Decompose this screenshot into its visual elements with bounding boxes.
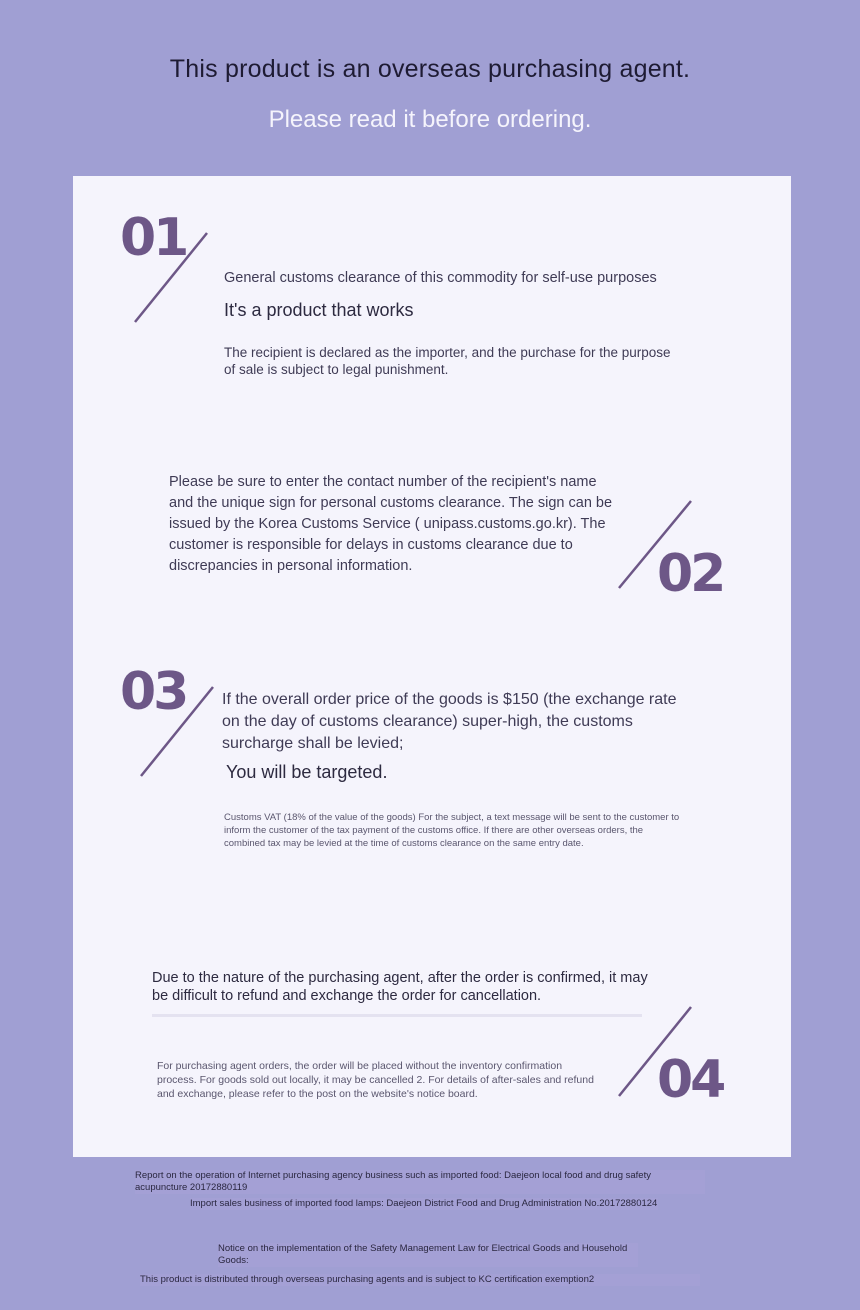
section-divider-slash xyxy=(137,684,217,780)
section-03-heading: If the overall order price of the goods is $150 (the exchange rate on the day of customs clearance) super-high, the customs surcharge shall be levied; xyxy=(222,691,677,752)
header-title: This product is an overseas purchasing agent. xyxy=(169,55,691,83)
section-01-body: The recipient is declared as the importer, and the purchase for the purpose of sale is subject to legal punishment. xyxy=(224,345,671,377)
footer-notice-safety-law: Notice on the implementation of the Safety Management Law for Electrical Goods and Household Goods: xyxy=(218,1243,638,1267)
section-03-body: Customs VAT (18% of the value of the goods) For the subject, a text message will be sent to the customer to inform the customer of the tax payment of the customs office. If there are other overseas orders, the combined tax may be levied at the time of customs clearance on the same entry date. xyxy=(224,812,680,849)
section-03-subheading: You will be targeted. xyxy=(226,762,388,782)
section-02-body: Please be sure to enter the contact number of the recipient's name and the unique sign for personal customs clearance. The sign can be issued by the Korea Customs Service ( unipass.customs.go.kr). The customer is responsible for delays in customs clearance due to discrepancies in personal information. xyxy=(169,474,613,574)
section-04-body: For purchasing agent orders, the order will be placed without the inventory confirmation process. For goods sold out locally, it may be cancelled 2. For details of after-sales and refund and exchange, please refer to the post on the website's notice board. xyxy=(157,1060,594,1100)
section-04-divider xyxy=(152,1014,642,1017)
notice-card xyxy=(73,176,791,1157)
section-number-01: 01 xyxy=(120,208,187,268)
footer-notice-food-report: Report on the operation of Internet purchasing agency business such as imported food: Daejeon local food and drug safety acupuncture 20172880119 xyxy=(135,1170,705,1194)
section-01-heading: General customs clearance of this commodity for self-use purposes xyxy=(224,270,657,286)
footer-notice-import-sales: Import sales business of imported food lamps: Daejeon District Food and Drug Administration No.20172880124 xyxy=(190,1198,658,1209)
section-04-heading: Due to the nature of the purchasing agent, after the order is confirmed, it may be difficult to refund and exchange the order for cancellation. xyxy=(152,970,648,1004)
section-01-subheading: It's a product that works xyxy=(224,300,414,320)
section-number-02: 02 xyxy=(657,544,724,604)
section-number-04: 04 xyxy=(657,1050,724,1110)
header-subtitle: Please read it before ordering. xyxy=(268,106,592,133)
section-number-03: 03 xyxy=(120,662,187,722)
footer-notice-kc-exemption: This product is distributed through overseas purchasing agents and is subject to KC certification exemption2 xyxy=(140,1274,700,1286)
section-divider-slash xyxy=(131,230,211,326)
